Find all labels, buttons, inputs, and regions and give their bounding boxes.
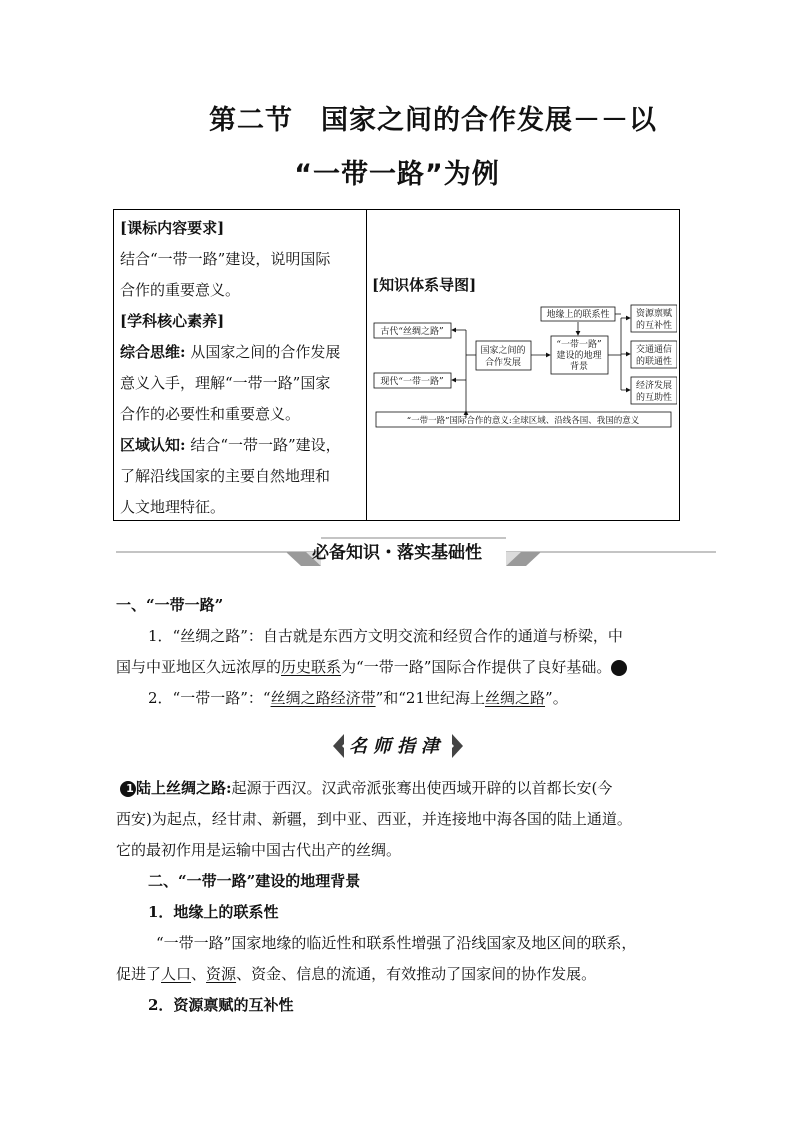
underlined-term: 历史联系 (281, 658, 342, 676)
note-text: 它的最初作用是运输中国古代出产的丝绸。 (116, 841, 402, 859)
underlined-term: 丝绸之路 (485, 689, 546, 707)
paragraph-text: 、资金、信息的流通，有效推动了国家间的协作发展。 (236, 965, 597, 983)
mindmap-node-resource: 资源禀赋 (635, 309, 673, 319)
banner-title: 必备知识・落实基础性 (312, 543, 482, 563)
literacy-line: 了解沿线国家的主要自然地理和 (120, 467, 331, 485)
subheading-2-1 (116, 897, 678, 928)
summary-table (113, 209, 680, 521)
subheading-2-1-title: 1．地缘上的联系性 (148, 903, 279, 921)
note-text: 西安)为起点，经甘肃、新疆，到中亚、西亚，并连接地中海各国的陆上通道。 (116, 810, 632, 828)
mindmap-node-transport: 交通通信 (635, 345, 673, 355)
literacy-text: 从国家之间的合作发展 (190, 343, 341, 361)
section-2-title: 二、“一带一路”建设的地理背景 (148, 872, 361, 890)
subheading-2-2 (116, 990, 678, 1021)
paragraph-1-text: 为“一带一路”国际合作提供了良好基础。 (341, 658, 612, 676)
literacy-label: 综合思维: (120, 343, 186, 361)
page-title-line2: “一带一路”为例 (294, 159, 500, 190)
section-1-heading (116, 590, 678, 621)
mindmap-node-economy: 的互助性 (635, 393, 673, 403)
literacy-line (120, 337, 364, 368)
underlined-term: 资源 (206, 965, 237, 983)
mindmap-node-meaning: “一带一路”国际合作的意义:全球区域、沿线各国、我国的意义 (406, 416, 640, 426)
literacy-label: 区域认知: (120, 436, 186, 454)
mindmap-node-background: 建设的地理 (556, 351, 602, 361)
course-req-line: 结合“一带一路”建设，说明国际 (120, 250, 331, 268)
paragraph-2 (116, 683, 678, 714)
knowledge-mindmap (371, 302, 677, 434)
note-marker-icon: 1 (120, 781, 136, 797)
literacy-line (120, 430, 364, 461)
course-req-heading: [课标内容要求] (120, 219, 225, 237)
section-1-title: 一、“一带一路” (116, 596, 224, 614)
mindmap-node-modern: 现代“一带一路” (380, 377, 444, 387)
mindmap-heading: [知识体系导图] (372, 276, 477, 294)
subheading-2-2-title: 2．资源禀赋的互补性 (148, 996, 294, 1014)
paragraph-text: 促进了 (116, 965, 162, 983)
literacy-line: 意义入手，理解“一带一路”国家 (120, 374, 331, 392)
note-label: 陆上丝绸之路: (136, 779, 232, 797)
mindmap-node-background: 背景 (569, 362, 589, 372)
course-req-line: 合作的重要意义。 (120, 281, 241, 299)
page-title-line1: 第二节 国家之间的合作发展－－以 (209, 105, 657, 136)
mindmap-node-geo-link: 地缘上的联系性 (546, 310, 610, 320)
requirements-column (120, 213, 364, 523)
mindmap-node-economy: 经济发展 (635, 381, 673, 391)
paragraph-2-text: ”。 (545, 689, 568, 707)
paragraph-1-text: 国与中亚地区久远浓厚的 (116, 658, 282, 676)
section-2-heading (116, 866, 678, 897)
paragraph-text: “一带一路”国家地缘的临近性和联系性增强了沿线国家及地区间的联系， (156, 934, 637, 952)
literacy-text: 结合“一带一路”建设， (190, 436, 341, 454)
mindmap-node-transport: 的联通性 (635, 357, 673, 367)
tips-title: 名师指津 (349, 736, 445, 757)
literacy-line: 人文地理特征。 (120, 498, 226, 516)
table-divider (366, 210, 367, 520)
mindmap-node-center: 合作发展 (484, 358, 522, 368)
paragraph-2-text: ”和“21世纪海上 (375, 689, 486, 707)
note-paragraph (116, 773, 678, 866)
paragraph-1 (116, 621, 678, 683)
paragraph-2-1 (116, 928, 678, 990)
paragraph-text: 、 (191, 965, 207, 983)
mindmap-node-background: “一带一路” (556, 340, 602, 350)
mindmap-node-center: 国家之间的 (480, 346, 526, 356)
underlined-term: 人口 (161, 965, 192, 983)
literacy-heading: [学科核心素养] (120, 312, 225, 330)
literacy-line: 合作的必要性和重要意义。 (120, 405, 301, 423)
note-marker-icon: 1 (611, 660, 627, 676)
underlined-term: 丝绸之路经济带 (270, 689, 376, 707)
paragraph-1-text: 1．“丝绸之路”：自古就是东西方文明交流和经贸合作的通道与桥梁，中 (148, 627, 623, 645)
paragraph-2-text: 2．“一带一路”：“ (148, 689, 271, 707)
note-text: 起源于西汉。汉武帝派张骞出使西域开辟的以首都长安(今 (231, 779, 613, 797)
mindmap-node-ancient: 古代“丝绸之路” (380, 327, 444, 337)
mindmap-node-resource: 的互补性 (635, 321, 673, 331)
